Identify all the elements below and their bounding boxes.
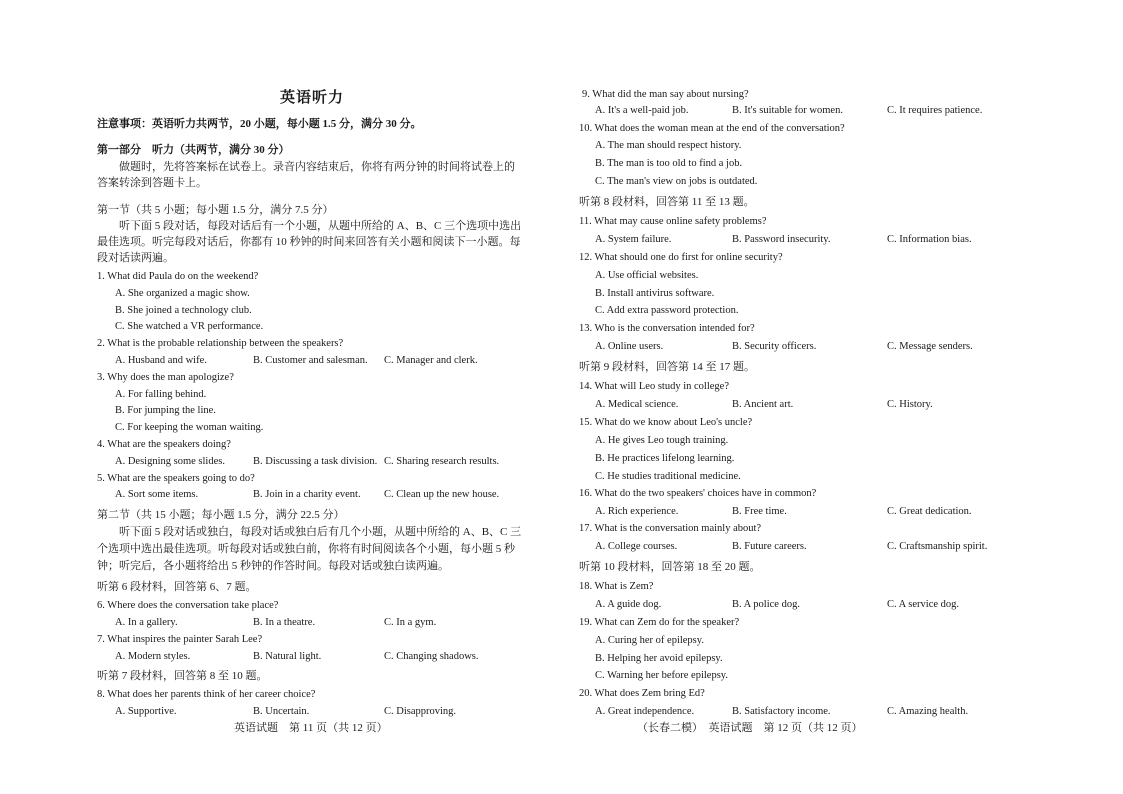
q11-option-b: B. Password insecurity. — [732, 234, 831, 245]
q5-option-a: A. Sort some items. — [115, 489, 199, 500]
q7-option-c: C. Changing shadows. — [384, 651, 479, 662]
q3-option-b: B. For jumping the line. — [115, 405, 216, 416]
q2-option-b: B. Customer and salesman. — [253, 355, 368, 366]
material-7-heading: 听第 7 段材料，回答第 8 至 10 题。 — [97, 670, 268, 682]
q14-option-c: C. History. — [887, 399, 933, 410]
q2-option-a: A. Husband and wife. — [115, 355, 207, 366]
q9-option-c: C. It requires patience. — [887, 105, 983, 116]
question-10: 10. What does the woman mean at the end of the conversation? — [579, 123, 845, 134]
q16-option-a: A. Rich experience. — [595, 506, 679, 517]
q2-option-c: C. Manager and clerk. — [384, 355, 478, 366]
q3-option-c: C. For keeping the woman waiting. — [115, 422, 264, 433]
material-10-heading: 听第 10 段材料，回答第 18 至 20 题。 — [579, 561, 761, 573]
section1-intro-line2: 最佳选项。听完每段对话后，你都有 10 秒钟的时间来回答有关小题和阅读下一小题。每 — [97, 236, 521, 248]
question-13: 13. Who is the conversation intended for? — [579, 323, 755, 334]
left-footer: 英语试题 第 11 页（共 12 页） — [234, 722, 388, 734]
q17-option-a: A. College courses. — [595, 541, 678, 552]
q18-option-a: A. A guide dog. — [595, 599, 662, 610]
q8-option-c: C. Disapproving. — [384, 706, 457, 717]
section2-intro-line1: 听下面 5 段对话或独白，每段对话或独白后有几个小题，从题中所给的 A、B、C 三 — [119, 526, 522, 538]
q19-option-a: A. Curing her of epilepsy. — [595, 635, 704, 646]
q20-option-a: A. Great independence. — [595, 706, 695, 717]
q6-option-a: A. In a gallery. — [115, 617, 178, 628]
material-9-heading: 听第 9 段材料，回答第 14 至 17 题。 — [579, 361, 755, 373]
q19-option-c: C. Warning her before epilepsy. — [595, 670, 728, 681]
q4-option-c: C. Sharing research results. — [384, 456, 500, 467]
q11-option-a: A. System failure. — [595, 234, 672, 245]
question-4: 4. What are the speakers doing? — [97, 439, 231, 450]
q8-option-a: A. Supportive. — [115, 706, 177, 717]
q17-option-b: B. Future careers. — [732, 541, 807, 552]
question-16: 16. What do the two speakers' choices have in common? — [579, 488, 817, 499]
q15-option-b: B. He practices lifelong learning. — [595, 453, 735, 464]
question-1: 1. What did Paula do on the weekend? — [97, 271, 259, 282]
q10-option-c: C. The man's view on jobs is outdated. — [595, 176, 758, 187]
question-12: 12. What should one do first for online security? — [579, 252, 783, 263]
section2-intro-line3: 钟；听完后，各小题将给出 5 秒钟的作答时间。每段对话或独白读两遍。 — [97, 560, 449, 572]
q12-option-a: A. Use official websites. — [595, 270, 699, 281]
q17-option-c: C. Craftsmanship spirit. — [887, 541, 988, 552]
q18-option-b: B. A police dog. — [732, 599, 800, 610]
q18-option-c: C. A service dog. — [887, 599, 960, 610]
q5-option-b: B. Join in a charity event. — [253, 489, 361, 500]
q16-option-c: C. Great dedication. — [887, 506, 972, 517]
question-20: 20. What does Zem bring Ed? — [579, 688, 705, 699]
question-2: 2. What is the probable relationship between the speakers? — [97, 338, 344, 349]
question-6: 6. Where does the conversation take place? — [97, 600, 279, 611]
q1-option-a: A. She organized a magic show. — [115, 288, 250, 299]
page-title: 英语听力 — [280, 90, 345, 106]
q4-option-b: B. Discussing a task division. — [253, 456, 378, 467]
q20-option-b: B. Satisfactory income. — [732, 706, 831, 717]
q11-option-c: C. Information bias. — [887, 234, 972, 245]
q12-option-c: C. Add extra password protection. — [595, 305, 739, 316]
question-9: 9. What did the man say about nursing? — [582, 89, 749, 100]
part1-intro-line1: 做题时，先将答案标在试卷上。录音内容结束后，你将有两分钟的时间将试卷上的 — [119, 161, 515, 173]
q9-option-b: B. It's suitable for women. — [732, 105, 843, 116]
question-5: 5. What are the speakers going to do? — [97, 473, 255, 484]
question-15: 15. What do we know about Leo's uncle? — [579, 417, 753, 428]
q9-option-a: A. It's a well-paid job. — [595, 105, 689, 116]
notice: 注意事项：英语听力共两节，20 小题，每小题 1.5 分，满分 30 分。 — [97, 118, 422, 130]
material-8-heading: 听第 8 段材料，回答第 11 至 13 题。 — [579, 196, 755, 208]
question-18: 18. What is Zem? — [579, 581, 654, 592]
q8-option-b: B. Uncertain. — [253, 706, 310, 717]
q3-option-a: A. For falling behind. — [115, 389, 207, 400]
question-14: 14. What will Leo study in college? — [579, 381, 729, 392]
question-7: 7. What inspires the painter Sarah Lee? — [97, 634, 263, 645]
q10-option-b: B. The man is too old to find a job. — [595, 158, 743, 169]
q14-option-a: A. Medical science. — [595, 399, 679, 410]
q13-option-c: C. Message senders. — [887, 341, 973, 352]
q4-option-a: A. Designing some slides. — [115, 456, 225, 467]
q13-option-a: A. Online users. — [595, 341, 664, 352]
q12-option-b: B. Install antivirus software. — [595, 288, 715, 299]
q7-option-a: A. Modern styles. — [115, 651, 191, 662]
q13-option-b: B. Security officers. — [732, 341, 817, 352]
part1-intro-line2: 答案转涂到答题卡上。 — [97, 177, 207, 189]
section2-heading: 第二节（共 15 小题；每小题 1.5 分，满分 22.5 分） — [97, 509, 345, 521]
q6-option-b: B. In a theatre. — [253, 617, 316, 628]
q1-option-b: B. She joined a technology club. — [115, 305, 252, 316]
section2-intro-line2: 个选项中选出最佳选项。听每段对话或独白前，你将有时间阅读各个小题，每小题 5 秒 — [97, 543, 515, 555]
right-footer: （长春二模） 英语试题 第 12 页（共 12 页） — [637, 722, 863, 734]
q15-option-a: A. He gives Leo tough training. — [595, 435, 729, 446]
q7-option-b: B. Natural light. — [253, 651, 322, 662]
question-11: 11. What may cause online safety problems? — [579, 216, 767, 227]
q16-option-b: B. Free time. — [732, 506, 787, 517]
q19-option-b: B. Helping her avoid epilepsy. — [595, 653, 723, 664]
q1-option-c: C. She watched a VR performance. — [115, 321, 264, 332]
q20-option-c: C. Amazing health. — [887, 706, 969, 717]
section1-intro-line3: 段对话读两遍。 — [97, 252, 174, 264]
q5-option-c: C. Clean up the new house. — [384, 489, 500, 500]
q10-option-a: A. The man should respect history. — [595, 140, 742, 151]
q6-option-c: C. In a gym. — [384, 617, 437, 628]
q15-option-c: C. He studies traditional medicine. — [595, 471, 741, 482]
material-6-heading: 听第 6 段材料，回答第 6、7 题。 — [97, 581, 257, 593]
section1-heading: 第一节（共 5 小题；每小题 1.5 分，满分 7.5 分） — [97, 204, 334, 216]
section1-intro-line1: 听下面 5 段对话，每段对话后有一个小题，从题中所给的 A、B、C 三个选项中选出 — [119, 220, 522, 232]
question-8: 8. What does her parents think of her career choice? — [97, 689, 316, 700]
question-3: 3. Why does the man apologize? — [97, 372, 234, 383]
question-17: 17. What is the conversation mainly about? — [579, 523, 762, 534]
question-19: 19. What can Zem do for the speaker? — [579, 617, 740, 628]
q14-option-b: B. Ancient art. — [732, 399, 794, 410]
part1-heading: 第一部分 听力（共两节，满分 30 分） — [97, 144, 290, 156]
